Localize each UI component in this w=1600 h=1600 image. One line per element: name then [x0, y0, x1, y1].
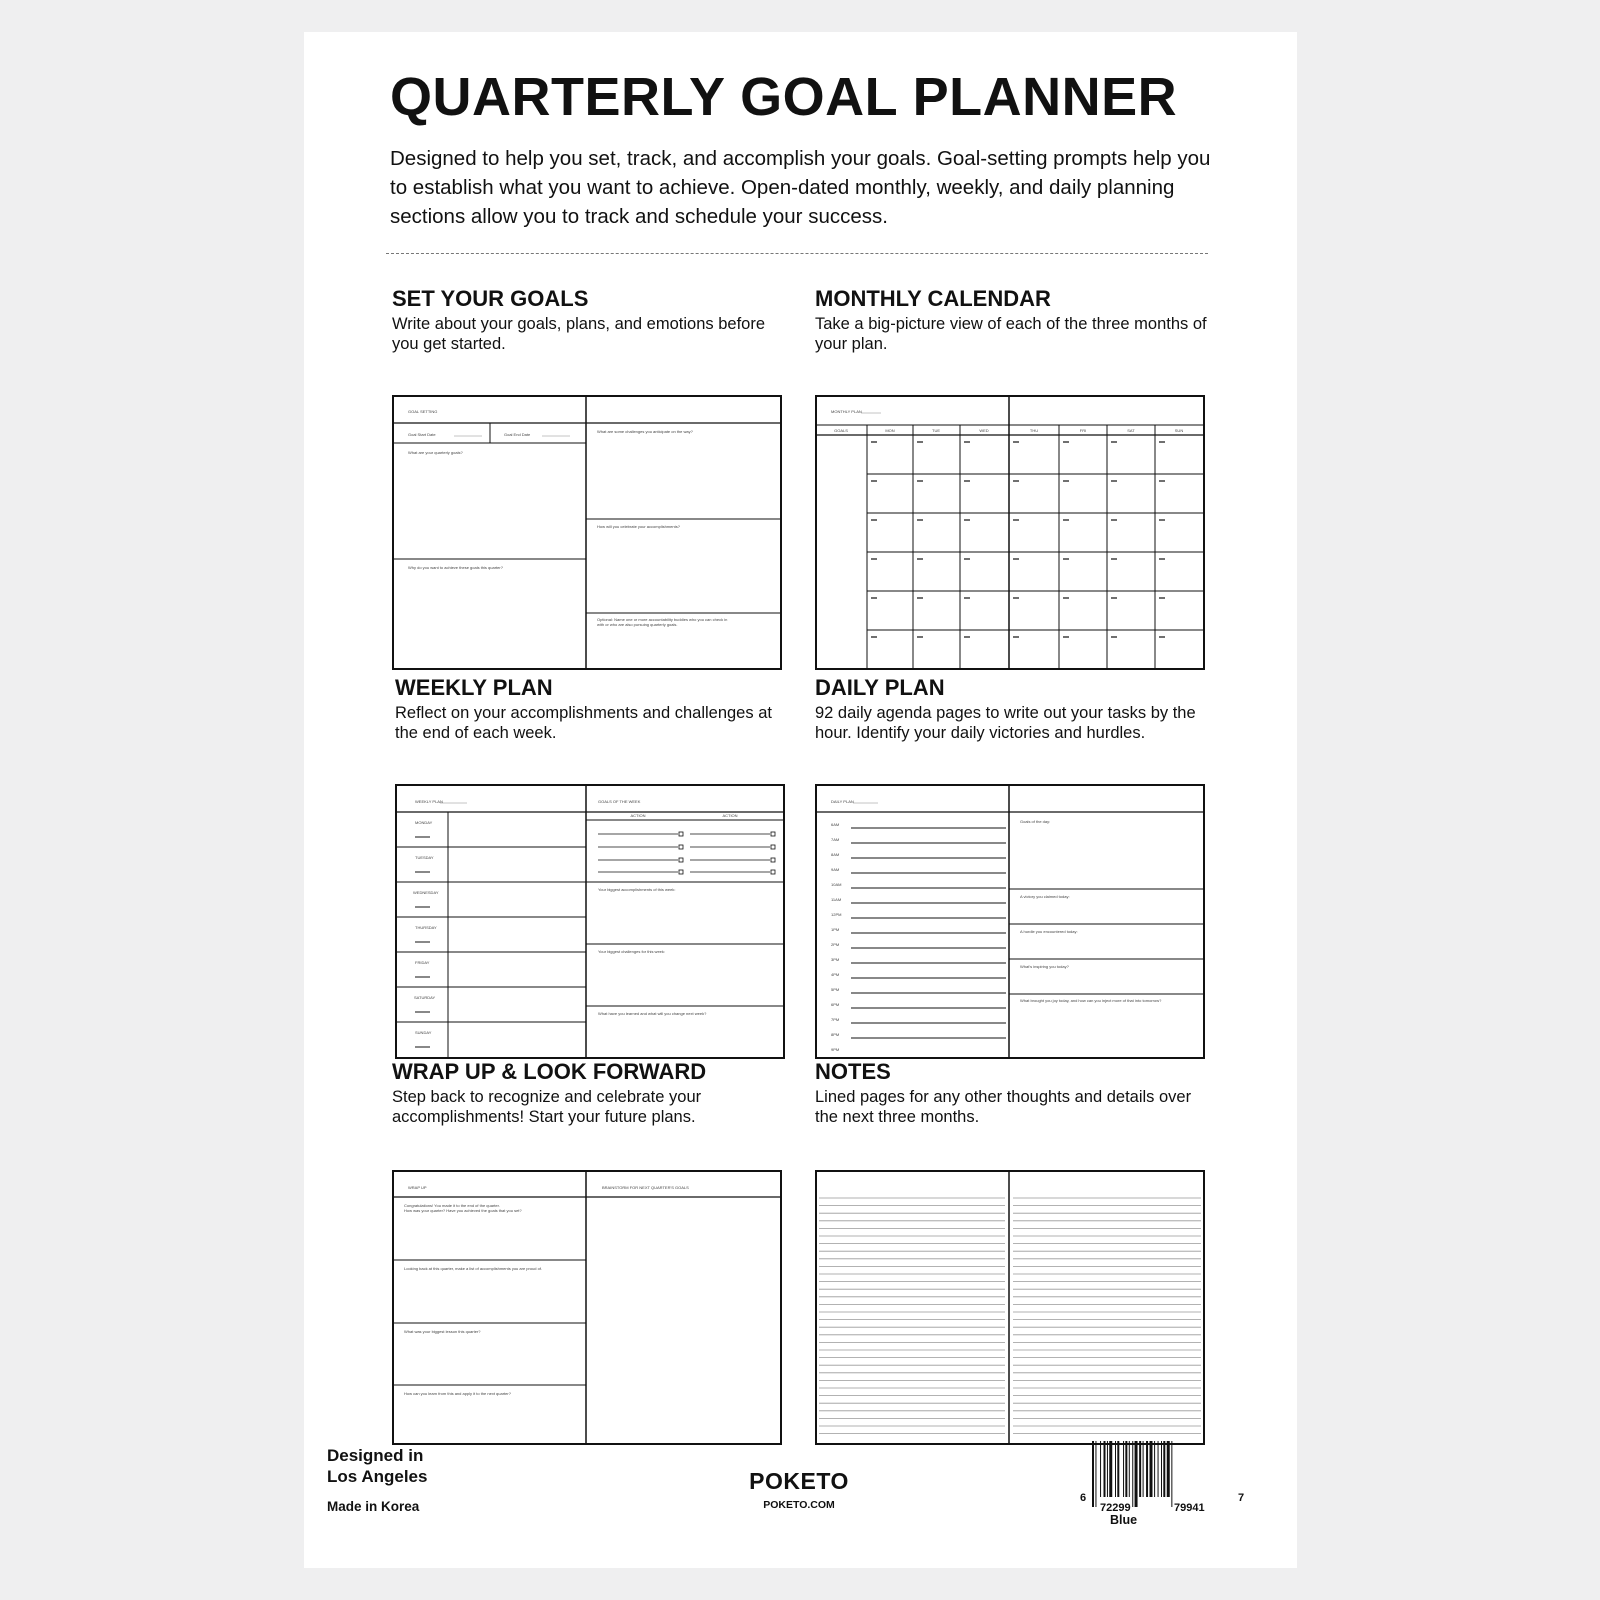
mini-label: Congratulations! You made it to the end of the quarter.	[404, 1203, 500, 1208]
intro-paragraph: Designed to help you set, track, and accomplish your goals. Goal-setting prompts help you to establish what you want to achieve. Open-dated monthly, weekly, and daily planning sections allow you to track and schedule your success.	[390, 147, 1211, 228]
mini-label: What was your biggest lesson this quarter?	[404, 1329, 481, 1334]
mini-label: 8AM	[831, 852, 840, 857]
brand-logo: POKETO	[749, 1468, 849, 1494]
section-weekly-plan	[395, 675, 795, 1065]
mini-label: A hurdle you encountered today:	[1020, 929, 1078, 934]
barcode-bar	[1143, 1441, 1144, 1497]
color-variant-label: Blue	[1110, 1513, 1138, 1527]
location-text: Los Angeles	[327, 1467, 428, 1486]
mini-label: 8PM	[831, 1032, 840, 1037]
section-heading: NOTES	[815, 1059, 891, 1084]
mini-label: How can you learn from this and apply it to the next quarter?	[404, 1391, 511, 1396]
mini-label: Why do you want to achieve these goals this quarter?	[408, 565, 503, 570]
section-wrap-up	[392, 1059, 792, 1449]
mini-label: 4PM	[831, 972, 840, 977]
mini-label: 9PM	[831, 1047, 840, 1052]
mini-label: 10AM	[831, 882, 842, 887]
wrap-up-page-preview	[392, 1170, 782, 1446]
product-sheet	[304, 32, 1297, 1568]
barcode-bar	[1129, 1441, 1130, 1497]
mini-label: 7PM	[831, 1017, 840, 1022]
barcode-bar	[1104, 1441, 1106, 1497]
mini-label: THU	[1029, 428, 1039, 433]
barcode-digits: 72299	[1100, 1502, 1131, 1514]
mini-label: Goal End Date	[504, 432, 531, 437]
page-title: QUARTERLY GOAL PLANNER	[390, 67, 1178, 127]
barcode-bar	[1107, 1441, 1108, 1497]
set-goals-page-preview	[392, 395, 782, 671]
barcode-bar	[1163, 1441, 1165, 1497]
monthly-calendar-page-preview	[815, 395, 1205, 671]
barcode-bar	[1123, 1441, 1124, 1497]
barcode-bar	[1167, 1441, 1170, 1497]
mini-label: What are your quarterly goals?	[408, 450, 463, 455]
barcode-digits: 79941	[1174, 1502, 1205, 1514]
mini-label: WRAP UP	[408, 1185, 427, 1190]
mini-label: BRAINSTORM FOR NEXT QUARTER'S GOALS	[602, 1185, 689, 1190]
mini-label: WED	[979, 428, 989, 433]
mini-label: How will you celebrate your accomplishments?	[597, 524, 680, 529]
barcode-bar	[1158, 1441, 1159, 1497]
mini-label: FRI	[1079, 428, 1087, 433]
barcode-bars-icon	[1080, 1441, 1260, 1511]
barcode	[1080, 1441, 1260, 1531]
section-description: Write about your goals, plans, and emotions before you get started.	[392, 315, 765, 353]
section-set-goals	[392, 286, 792, 676]
daily-plan-page-preview	[815, 784, 1205, 1060]
section-description: Lined pages for any other thoughts and details over the next three months.	[815, 1088, 1192, 1126]
mini-label: TUE	[932, 428, 940, 433]
mini-label: What are some challenges you anticipate on the way?	[597, 429, 693, 434]
section-heading: SET YOUR GOALS	[392, 286, 589, 311]
mini-label: 9AM	[831, 867, 840, 872]
mini-label: MONTHLY PLAN	[831, 409, 862, 414]
mini-label: ACTION	[630, 813, 646, 818]
barcode-bar	[1117, 1441, 1119, 1497]
barcode-digit: 6	[1080, 1492, 1087, 1504]
mini-label: Goal Start Date	[408, 432, 436, 437]
mini-label: with or who are also pursuing quarterly goals.	[597, 622, 678, 627]
barcode-bar	[1161, 1441, 1162, 1497]
barcode-bar	[1092, 1441, 1094, 1507]
barcode-digit: 7	[1238, 1492, 1245, 1504]
mini-label: 2PM	[831, 942, 840, 947]
section-description: Step back to recognize and celebrate your accomplishments! Start your future plans.	[392, 1088, 702, 1126]
mini-label: TUESDAY	[415, 855, 434, 860]
mini-label: 6PM	[831, 1002, 840, 1007]
barcode-bar	[1146, 1441, 1148, 1497]
section-monthly-calendar	[815, 286, 1215, 676]
section-heading: DAILY PLAN	[815, 675, 945, 700]
mini-label: Your biggest accomplishments of this week:	[598, 887, 676, 892]
barcode-bar	[1109, 1441, 1112, 1497]
dashed-divider	[386, 253, 1208, 254]
mini-label: 1PM	[831, 927, 840, 932]
barcode-bar	[1125, 1441, 1127, 1497]
barcode-bar	[1115, 1441, 1116, 1497]
barcode-bar	[1132, 1441, 1133, 1507]
mini-label: Optional: Name one or more accountability buddies who you can check in	[597, 617, 728, 622]
mini-label: 3PM	[831, 957, 840, 962]
mini-label: DAILY PLAN	[831, 799, 854, 804]
section-description: Take a big-picture view of each of the three months of your plan.	[815, 315, 1207, 353]
mini-label: SAT	[1127, 428, 1135, 433]
mini-label: 6AM	[831, 822, 840, 827]
mini-label: MONDAY	[415, 820, 433, 825]
section-heading: MONTHLY CALENDAR	[815, 286, 1051, 311]
barcode-bar	[1150, 1441, 1153, 1497]
barcode-bar	[1095, 1441, 1096, 1507]
section-notes	[815, 1059, 1215, 1449]
designed-in-label	[327, 1445, 427, 1487]
mini-label: What brought you joy today, and how can you inject more of that into tomorrow?	[1020, 998, 1162, 1003]
section-heading: WEEKLY PLAN	[395, 675, 553, 700]
notes-page-preview	[815, 1170, 1205, 1446]
barcode-bar	[1171, 1441, 1172, 1507]
mini-label: FRIDAY	[415, 960, 430, 965]
barcode-bar	[1139, 1441, 1141, 1497]
mini-label: ACTION	[722, 813, 738, 818]
mini-label: 5PM	[831, 987, 840, 992]
mini-label: 12PM	[831, 912, 842, 917]
section-daily-plan	[815, 675, 1215, 1065]
mini-label: Your biggest challenges for this week:	[598, 949, 666, 954]
website-link[interactable]: POKETO.COM	[763, 1499, 835, 1511]
mini-label: 11AM	[831, 897, 842, 902]
section-description: 92 daily agenda pages to write out your tasks by the hour. Identify your daily victories and hurdles.	[815, 704, 1196, 742]
mini-label: Looking back at this quarter, make a list of accomplishments you are proud of.	[404, 1266, 543, 1271]
section-description: Reflect on your accomplishments and challenges at the end of each week.	[395, 704, 772, 742]
mini-label: WEEKLY PLAN	[415, 799, 443, 804]
section-heading: WRAP UP & LOOK FORWARD	[392, 1059, 707, 1084]
mini-label: SATURDAY	[414, 995, 436, 1000]
mini-label: How was your quarter? Have you achieved the goals that you set?	[404, 1208, 522, 1213]
barcode-bar	[1100, 1441, 1101, 1497]
mini-label: MON	[885, 428, 895, 433]
mini-label: GOAL SETTING	[408, 409, 438, 414]
designed-in-text: Designed in	[327, 1446, 424, 1465]
made-in-label: Made in Korea	[327, 1499, 420, 1514]
mini-label: THURSDAY	[415, 925, 437, 930]
barcode-bar	[1154, 1441, 1155, 1497]
weekly-plan-page-preview	[395, 784, 785, 1060]
mini-label: 7AM	[831, 837, 840, 842]
mini-label: GOALS OF THE WEEK	[598, 799, 641, 804]
mini-label: GOALS	[834, 428, 848, 433]
mini-label: What have you learned and what will you change next week?	[598, 1011, 707, 1016]
barcode-bar	[1135, 1441, 1138, 1507]
mini-label: A victory you claimed today:	[1020, 894, 1070, 899]
mini-label: What's inspiring you today?	[1020, 964, 1069, 969]
mini-label: WEDNESDAY	[413, 890, 439, 895]
mini-label: SUNDAY	[415, 1030, 432, 1035]
mini-label: Goals of the day:	[1020, 819, 1051, 824]
mini-label: SUN	[1174, 428, 1184, 433]
